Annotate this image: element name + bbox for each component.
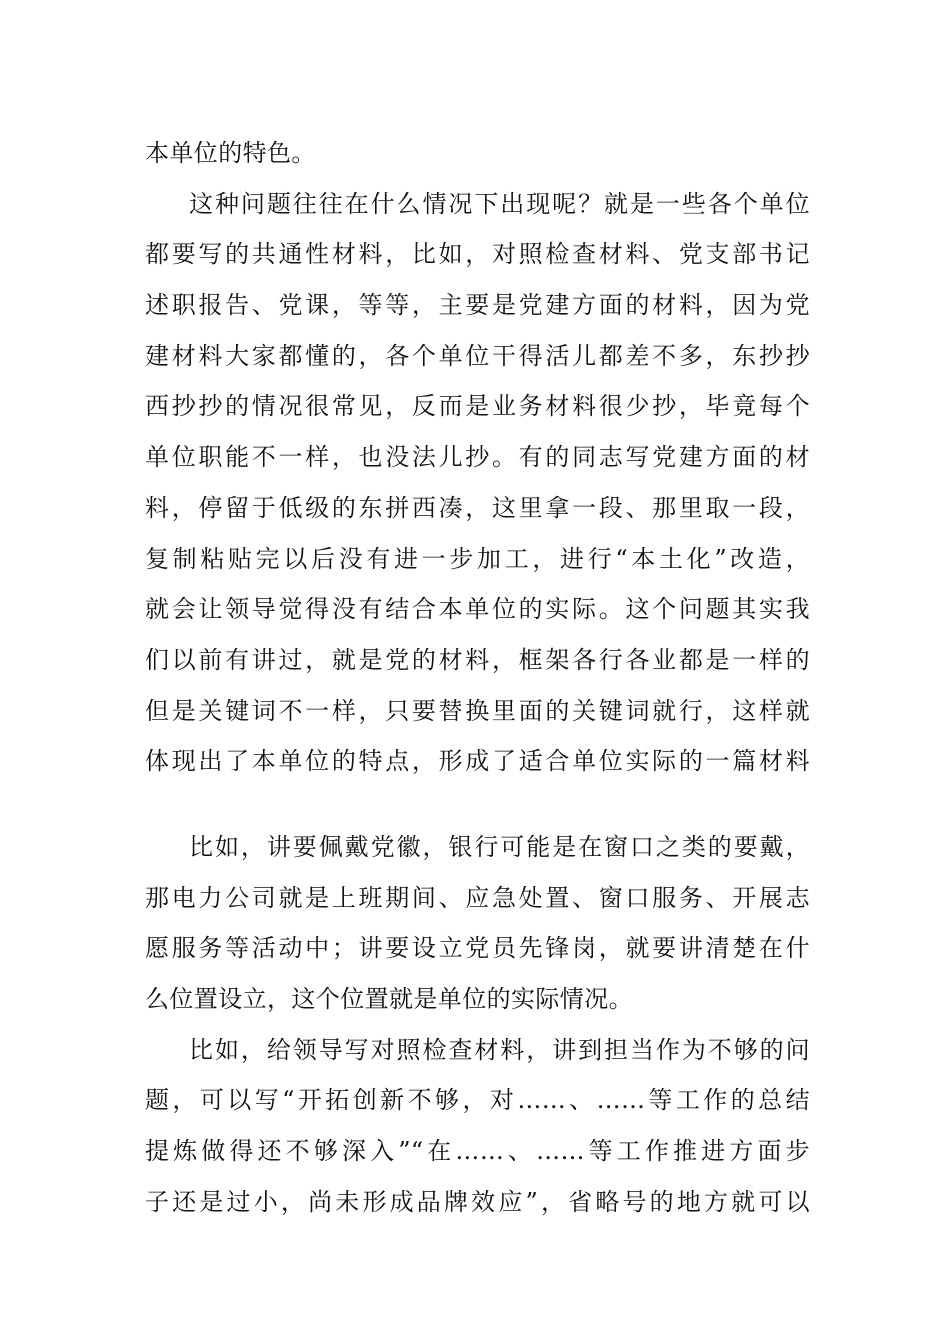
paragraph-line: 比如，讲要佩戴党徽，银行可能是在窗口之类的要戴， [189, 833, 810, 861]
text-section-b [145, 822, 810, 1228]
paragraph-line: 体现出了本单位的特点，形成了适合单位实际的一篇材料 [145, 747, 810, 776]
paragraph-line: 本单位的特色。 [145, 139, 316, 167]
paragraph-line: 那电力公司就是上班期间、应急处置、窗口服务、开展志 [145, 883, 810, 912]
paragraph-line: 西抄抄的情况很常见，反而是业务材料很少抄，毕竟每个 [145, 392, 810, 421]
paragraph-line: 们以前有讲过，就是党的材料，框架各行各业都是一样的 [145, 645, 810, 674]
paragraph-line: 愿服务等活动中；讲要设立党员先锋岗，就要讲清楚在什 [145, 934, 810, 963]
paragraph-line: 就会让领导觉得没有结合本单位的实际。这个问题其实我 [145, 595, 810, 624]
paragraph-line: 复制粘贴完以后没有进一步加工，进行“本土化”改造， [145, 544, 810, 573]
paragraph-line: 比如，给领导写对照检查材料，讲到担当作为不够的问 [189, 1035, 810, 1064]
paragraph-line: 但是关键词不一样，只要替换里面的关键词就行，这样就 [145, 696, 810, 725]
paragraph-line: 都要写的共通性材料，比如，对照检查材料、党支部书记 [145, 240, 810, 269]
paragraph-line: 题，可以写“开拓创新不够，对……、……等工作的总结 [145, 1086, 810, 1115]
paragraph-line: 料，停留于低级的东拼西凑，这里拿一段、那里取一段， [145, 493, 810, 522]
paragraph-line: 么位置设立，这个位置就是单位的实际情况。 [145, 985, 633, 1014]
paragraph-line: 子还是过小，尚未形成品牌效应”，省略号的地方就可以 [145, 1187, 810, 1216]
paragraph-line: 述职报告、党课，等等，主要是党建方面的材料，因为党 [145, 291, 810, 320]
paragraph-line: 这种问题往往在什么情况下出现呢？就是一些各个单位 [189, 189, 810, 218]
paragraph-line: 建材料大家都懂的，各个单位干得活儿都差不多，东抄抄 [145, 341, 810, 370]
paragraph-line: 单位职能不一样，也没法儿抄。有的同志写党建方面的材 [145, 443, 810, 472]
text-section-a [145, 128, 810, 787]
paragraph-line: 提炼做得还不够深入”“在……、……等工作推进方面步 [145, 1137, 810, 1166]
